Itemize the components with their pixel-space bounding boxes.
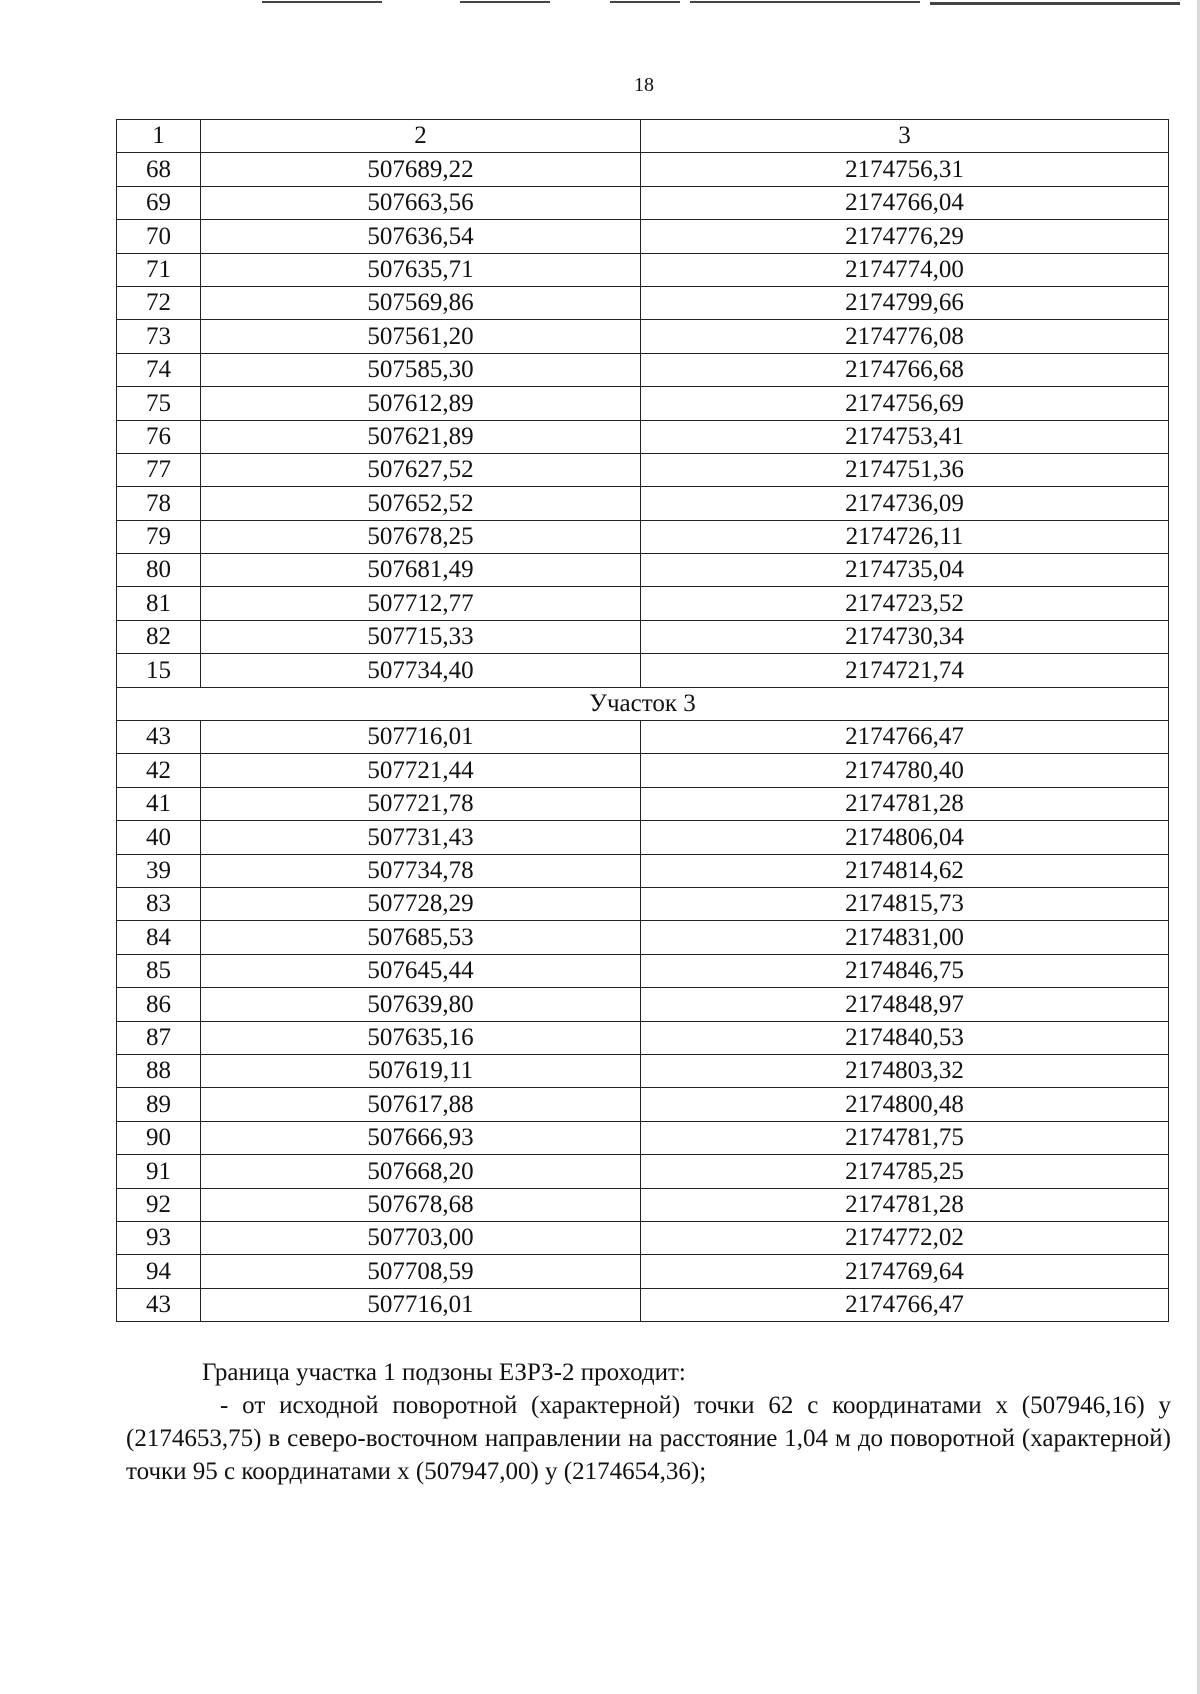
point-number-cell: 73 [117, 320, 201, 353]
x-coordinate-cell: 507635,16 [201, 1021, 641, 1054]
table-row [117, 1021, 1169, 1054]
x-coordinate-cell: 507666,93 [201, 1121, 641, 1154]
point-number-cell: 69 [117, 186, 201, 219]
x-coordinate-cell: 507712,77 [201, 587, 641, 620]
point-number-cell: 15 [117, 654, 201, 687]
table-row [117, 320, 1169, 353]
y-coordinate-cell: 2174800,48 [641, 1088, 1169, 1121]
point-number-cell: 94 [117, 1255, 201, 1288]
y-coordinate-cell: 2174766,04 [641, 186, 1169, 219]
y-coordinate-cell: 2174756,31 [641, 153, 1169, 186]
section-label: Участок 3 [117, 687, 1169, 720]
x-coordinate-cell: 507685,53 [201, 921, 641, 954]
table-row [117, 1255, 1169, 1288]
table-row [117, 854, 1169, 887]
point-number-cell: 82 [117, 620, 201, 653]
x-coordinate-cell: 507721,78 [201, 787, 641, 820]
point-number-cell: 86 [117, 988, 201, 1021]
table-row [117, 186, 1169, 219]
x-coordinate-cell: 507612,89 [201, 387, 641, 420]
y-coordinate-cell: 2174726,11 [641, 520, 1169, 553]
table-row [117, 1121, 1169, 1154]
table-row [117, 554, 1169, 587]
point-number-cell: 92 [117, 1188, 201, 1221]
y-coordinate-cell: 2174814,62 [641, 854, 1169, 887]
y-coordinate-cell: 2174721,74 [641, 654, 1169, 687]
scan-edge-artifact [0, 0, 1200, 14]
x-coordinate-cell: 507663,56 [201, 186, 641, 219]
point-number-cell: 87 [117, 1021, 201, 1054]
column-header-1: 1 [117, 120, 201, 153]
y-coordinate-cell: 2174781,75 [641, 1121, 1169, 1154]
table-row [117, 1221, 1169, 1254]
point-number-cell: 89 [117, 1088, 201, 1121]
y-coordinate-cell: 2174806,04 [641, 821, 1169, 854]
y-coordinate-cell: 2174735,04 [641, 554, 1169, 587]
y-coordinate-cell: 2174766,47 [641, 1288, 1169, 1321]
boundary-paragraph: - от исходной поворотной (характерной) точки 62 с координатами x (507946,16) y (2174653,75) в северо-восточном направлении на расстояние 1,04 м до поворотной (характерной) точки 95 с координатами x (507947,00) y (2174654,36); [126, 1392, 1171, 1485]
point-number-cell: 43 [117, 721, 201, 754]
table-row [117, 453, 1169, 486]
y-coordinate-cell: 2174781,28 [641, 787, 1169, 820]
x-coordinate-cell: 507728,29 [201, 887, 641, 920]
point-number-cell: 71 [117, 253, 201, 286]
table-row [117, 420, 1169, 453]
boundary-title: Граница участка 1 подзоны ЕЗРЗ-2 проходит: [202, 1359, 686, 1386]
point-number-cell: 43 [117, 1288, 201, 1321]
table-row [117, 253, 1169, 286]
column-header-2: 2 [201, 120, 641, 153]
coordinates-table-body [117, 120, 1169, 1322]
table-row [117, 286, 1169, 319]
table-row [117, 1088, 1169, 1121]
x-coordinate-cell: 507617,88 [201, 1088, 641, 1121]
x-coordinate-cell: 507652,52 [201, 487, 641, 520]
table-row [117, 988, 1169, 1021]
y-coordinate-cell: 2174785,25 [641, 1155, 1169, 1188]
table-row [117, 654, 1169, 687]
table-header-row [117, 120, 1169, 153]
x-coordinate-cell: 507639,80 [201, 988, 641, 1021]
point-number-cell: 40 [117, 821, 201, 854]
y-coordinate-cell: 2174846,75 [641, 954, 1169, 987]
point-number-cell: 88 [117, 1054, 201, 1087]
y-coordinate-cell: 2174848,97 [641, 988, 1169, 1021]
point-number-cell: 81 [117, 587, 201, 620]
y-coordinate-cell: 2174776,08 [641, 320, 1169, 353]
column-header-3: 3 [641, 120, 1169, 153]
table-row [117, 954, 1169, 987]
y-coordinate-cell: 2174736,09 [641, 487, 1169, 520]
y-coordinate-cell: 2174723,52 [641, 587, 1169, 620]
table-row [117, 721, 1169, 754]
x-coordinate-cell: 507668,20 [201, 1155, 641, 1188]
table-row [117, 153, 1169, 186]
point-number-cell: 72 [117, 286, 201, 319]
point-number-cell: 93 [117, 1221, 201, 1254]
y-coordinate-cell: 2174769,64 [641, 1255, 1169, 1288]
x-coordinate-cell: 507716,01 [201, 721, 641, 754]
coordinates-table [116, 119, 1169, 1322]
point-number-cell: 76 [117, 420, 201, 453]
point-number-cell: 75 [117, 387, 201, 420]
point-number-cell: 41 [117, 787, 201, 820]
y-coordinate-cell: 2174753,41 [641, 420, 1169, 453]
table-row [117, 620, 1169, 653]
x-coordinate-cell: 507731,43 [201, 821, 641, 854]
x-coordinate-cell: 507703,00 [201, 1221, 641, 1254]
table-row [117, 1288, 1169, 1321]
page-number: 18 [634, 74, 654, 96]
y-coordinate-cell: 2174766,68 [641, 353, 1169, 386]
table-row [117, 220, 1169, 253]
x-coordinate-cell: 507708,59 [201, 1255, 641, 1288]
table-row [117, 353, 1169, 386]
point-number-cell: 80 [117, 554, 201, 587]
table-row [117, 387, 1169, 420]
point-number-cell: 91 [117, 1155, 201, 1188]
section-row [117, 687, 1169, 720]
point-number-cell: 70 [117, 220, 201, 253]
y-coordinate-cell: 2174803,32 [641, 1054, 1169, 1087]
point-number-cell: 42 [117, 754, 201, 787]
x-coordinate-cell: 507561,20 [201, 320, 641, 353]
point-number-cell: 84 [117, 921, 201, 954]
table-row [117, 1054, 1169, 1087]
y-coordinate-cell: 2174799,66 [641, 286, 1169, 319]
x-coordinate-cell: 507621,89 [201, 420, 641, 453]
x-coordinate-cell: 507636,54 [201, 220, 641, 253]
table-row [117, 821, 1169, 854]
y-coordinate-cell: 2174776,29 [641, 220, 1169, 253]
x-coordinate-cell: 507721,44 [201, 754, 641, 787]
table-row [117, 487, 1169, 520]
point-number-cell: 83 [117, 887, 201, 920]
y-coordinate-cell: 2174730,34 [641, 620, 1169, 653]
point-number-cell: 77 [117, 453, 201, 486]
table-row [117, 754, 1169, 787]
table-row [117, 1188, 1169, 1221]
x-coordinate-cell: 507635,71 [201, 253, 641, 286]
table-row [117, 887, 1169, 920]
x-coordinate-cell: 507689,22 [201, 153, 641, 186]
x-coordinate-cell: 507678,68 [201, 1188, 641, 1221]
x-coordinate-cell: 507619,11 [201, 1054, 641, 1087]
x-coordinate-cell: 507734,40 [201, 654, 641, 687]
table-row [117, 587, 1169, 620]
y-coordinate-cell: 2174774,00 [641, 253, 1169, 286]
table-row [117, 520, 1169, 553]
point-number-cell: 85 [117, 954, 201, 987]
y-coordinate-cell: 2174815,73 [641, 887, 1169, 920]
y-coordinate-cell: 2174751,36 [641, 453, 1169, 486]
y-coordinate-cell: 2174780,40 [641, 754, 1169, 787]
point-number-cell: 79 [117, 520, 201, 553]
y-coordinate-cell: 2174772,02 [641, 1221, 1169, 1254]
point-number-cell: 74 [117, 353, 201, 386]
x-coordinate-cell: 507585,30 [201, 353, 641, 386]
table-row [117, 787, 1169, 820]
point-number-cell: 68 [117, 153, 201, 186]
x-coordinate-cell: 507681,49 [201, 554, 641, 587]
boundary-description [126, 1356, 1171, 1488]
y-coordinate-cell: 2174781,28 [641, 1188, 1169, 1221]
y-coordinate-cell: 2174831,00 [641, 921, 1169, 954]
x-coordinate-cell: 507627,52 [201, 453, 641, 486]
y-coordinate-cell: 2174766,47 [641, 721, 1169, 754]
x-coordinate-cell: 507734,78 [201, 854, 641, 887]
x-coordinate-cell: 507716,01 [201, 1288, 641, 1321]
x-coordinate-cell: 507678,25 [201, 520, 641, 553]
x-coordinate-cell: 507569,86 [201, 286, 641, 319]
table-row [117, 921, 1169, 954]
point-number-cell: 90 [117, 1121, 201, 1154]
y-coordinate-cell: 2174840,53 [641, 1021, 1169, 1054]
table-row [117, 1155, 1169, 1188]
point-number-cell: 39 [117, 854, 201, 887]
x-coordinate-cell: 507645,44 [201, 954, 641, 987]
y-coordinate-cell: 2174756,69 [641, 387, 1169, 420]
point-number-cell: 78 [117, 487, 201, 520]
x-coordinate-cell: 507715,33 [201, 620, 641, 653]
